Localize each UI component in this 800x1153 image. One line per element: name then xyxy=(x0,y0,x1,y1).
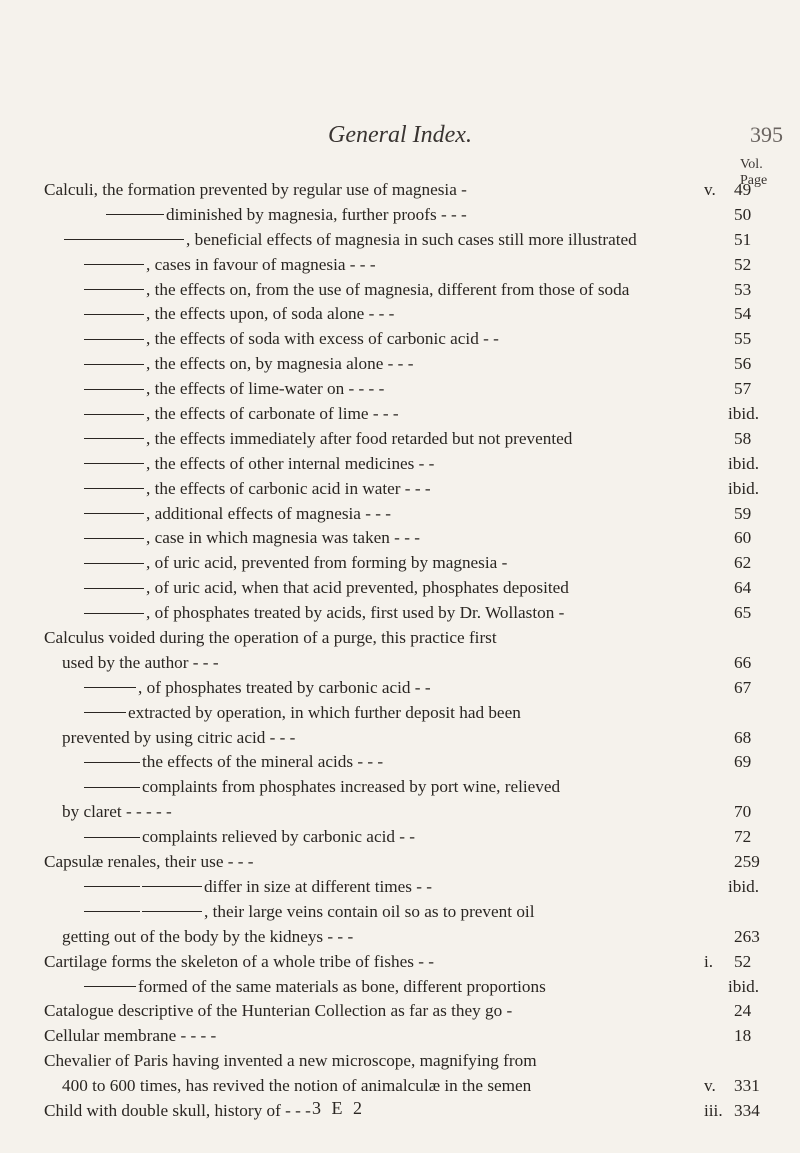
index-entry xyxy=(44,999,772,1024)
entry-label: 400 to 600 times, has revived the notion of animalculæ in the semen xyxy=(62,1076,532,1096)
entry-page: ibid. xyxy=(728,478,760,498)
ditto-rule xyxy=(84,762,140,763)
entry-label: Calculi, the formation prevented by regular use of magnesia - xyxy=(44,180,467,199)
ditto-rule xyxy=(84,837,140,838)
index-entry xyxy=(44,253,772,278)
index-entry xyxy=(44,427,772,452)
page-number: 395 xyxy=(750,122,783,147)
entry-text xyxy=(62,800,172,825)
index-entry xyxy=(44,875,772,900)
index-entry xyxy=(44,302,772,327)
entry-page: 54 xyxy=(734,304,752,324)
index-entry xyxy=(44,1099,772,1124)
entry-page: 72 xyxy=(734,827,752,847)
entry-page: 67 xyxy=(734,677,752,697)
entry-volume: v. xyxy=(704,1076,716,1096)
vol-heading: Vol. xyxy=(740,157,763,172)
index-entry xyxy=(44,502,772,527)
index-entry xyxy=(44,726,772,751)
ditto-rule xyxy=(84,438,144,439)
entry-text xyxy=(84,477,431,502)
entry-text xyxy=(44,1049,537,1074)
entry-label: Cartilage forms the skeleton of a whole tribe of fishes - - xyxy=(44,951,434,971)
entry-text xyxy=(84,526,420,551)
ditto-rule xyxy=(84,787,140,788)
ditto-rule xyxy=(84,588,144,589)
index-entry xyxy=(44,1024,772,1049)
entry-page: 334 xyxy=(734,1100,760,1120)
entry-page: 65 xyxy=(734,603,752,623)
entry-label: , of uric acid, prevented from forming by magnesia - xyxy=(146,553,508,573)
entry-page: 56 xyxy=(734,354,752,374)
index-entry xyxy=(44,825,772,850)
entry-label: , of phosphates treated by acids, first used by Dr. Wollaston - xyxy=(146,603,565,623)
entry-text xyxy=(84,775,560,800)
entry-volume: i. xyxy=(704,951,714,971)
entry-text xyxy=(44,626,497,651)
index-entry xyxy=(44,278,772,303)
ditto-rule xyxy=(84,911,140,912)
ditto-rule xyxy=(84,389,144,390)
entry-label: , cases in favour of magnesia - - - xyxy=(146,254,376,274)
entry-label: , the effects upon, of soda alone - - - xyxy=(146,304,395,324)
index-entry xyxy=(44,576,772,601)
entry-page: 24 xyxy=(734,1001,752,1021)
entry-text xyxy=(44,178,467,203)
ditto-rule xyxy=(84,513,144,514)
entry-label: , the effects on, from the use of magnesia, different from those of soda xyxy=(146,279,630,299)
entry-page: 50 xyxy=(734,204,752,224)
entry-label: formed of the same materials as bone, different proportions xyxy=(138,976,546,996)
entry-text xyxy=(84,253,376,278)
index-entry xyxy=(44,975,772,1000)
entry-label: complaints from phosphates increased by port wine, relieved xyxy=(142,777,561,797)
entry-page: 52 xyxy=(734,254,752,274)
entry-page: 53 xyxy=(734,279,752,299)
entry-label: , of uric acid, when that acid prevented, phosphates deposited xyxy=(146,578,569,598)
entry-text xyxy=(84,402,399,427)
index-entry xyxy=(44,676,772,701)
entry-page: 62 xyxy=(734,553,752,573)
index-entry xyxy=(44,925,772,950)
entry-label: Cellular membrane - - - - xyxy=(44,1026,217,1046)
index-entry xyxy=(44,701,772,726)
entry-label: differ in size at different times - - xyxy=(204,876,432,896)
entry-page: 68 xyxy=(734,727,752,747)
entry-label: prevented by using citric acid - - - xyxy=(62,727,296,747)
ditto-rule xyxy=(84,314,144,315)
entry-text xyxy=(44,1024,216,1049)
index-entry xyxy=(44,651,772,676)
entry-label: Chevalier of Paris having invented a new microscope, magnifying from xyxy=(44,1051,537,1071)
entry-volume: v. xyxy=(704,180,716,199)
entry-label: Child with double skull, history of - - - xyxy=(44,1100,311,1120)
entry-page: 263 xyxy=(734,926,760,946)
entry-label: , the effects of soda with excess of carbonic acid - - xyxy=(146,329,499,349)
index-entry xyxy=(44,800,772,825)
ditto-rule xyxy=(84,488,144,489)
ditto-rule xyxy=(84,364,144,365)
entry-text xyxy=(44,950,434,975)
entry-text xyxy=(44,1099,311,1124)
ditto-rule xyxy=(84,687,136,688)
entry-text xyxy=(62,726,295,751)
entry-text xyxy=(62,651,219,676)
entry-page: ibid. xyxy=(728,876,760,896)
entry-label: diminished by magnesia, further proofs - - - xyxy=(166,204,467,224)
entry-label: , case in which magnesia was taken - - - xyxy=(146,528,420,548)
entry-text xyxy=(84,327,499,352)
index-entry xyxy=(44,775,772,800)
entry-text xyxy=(84,900,534,925)
entry-label: , the effects of carbonate of lime - - - xyxy=(146,404,399,424)
page-heading: Page xyxy=(740,173,768,188)
ditto-rule xyxy=(84,339,144,340)
entry-page: 66 xyxy=(734,652,752,672)
page-header xyxy=(0,122,800,152)
ditto-rule xyxy=(84,613,144,614)
entry-text xyxy=(84,676,431,701)
entry-page: ibid. xyxy=(728,404,760,424)
ditto-rule xyxy=(106,214,164,215)
ditto-rule xyxy=(84,563,144,564)
ditto-rule xyxy=(142,911,202,912)
entry-label: extracted by operation, in which further deposit had been xyxy=(128,702,521,722)
index-entry xyxy=(44,352,772,377)
index-entry xyxy=(44,203,772,228)
entry-page: 52 xyxy=(734,951,752,971)
entry-text xyxy=(64,228,637,253)
entry-page: 49 xyxy=(734,180,752,199)
entry-text xyxy=(44,999,512,1024)
entry-text xyxy=(62,1074,531,1099)
entry-text xyxy=(84,377,384,402)
entry-label: used by the author - - - xyxy=(62,652,219,672)
entry-label: , additional effects of magnesia - - - xyxy=(146,503,391,523)
entry-label: by claret - - - - - xyxy=(62,802,172,822)
signature-mark: 3 E 2 xyxy=(312,1098,365,1118)
index-entry xyxy=(44,900,772,925)
index-entry xyxy=(44,228,772,253)
ditto-rule xyxy=(84,289,144,290)
entry-label: , the effects of carbonic acid in water - - - xyxy=(146,478,431,498)
entry-text xyxy=(84,352,413,377)
ditto-rule xyxy=(84,986,136,987)
index-entry xyxy=(44,1074,772,1099)
entry-page: 58 xyxy=(734,428,752,448)
entry-label: getting out of the body by the kidneys - - - xyxy=(62,926,354,946)
index-entry xyxy=(44,402,772,427)
entry-text xyxy=(84,576,569,601)
entry-text xyxy=(84,875,432,900)
entry-label: , the effects of lime-water on - - - - xyxy=(146,379,385,399)
ditto-rule xyxy=(84,463,144,464)
entry-text xyxy=(84,302,394,327)
index-entry xyxy=(44,1049,772,1074)
entry-page: 55 xyxy=(734,329,752,349)
ditto-rule xyxy=(84,712,126,713)
entry-page: 59 xyxy=(734,503,752,523)
index-entry xyxy=(44,327,772,352)
ditto-rule xyxy=(84,264,144,265)
index-entry xyxy=(44,850,772,875)
entry-page: 18 xyxy=(734,1026,752,1046)
entry-text xyxy=(84,601,564,626)
index-entry xyxy=(44,477,772,502)
index-entries xyxy=(44,178,772,1124)
entry-label: , the effects on, by magnesia alone - - - xyxy=(146,354,414,374)
entry-page: 64 xyxy=(734,578,752,598)
entry-text xyxy=(84,427,572,452)
entry-text xyxy=(84,502,391,527)
entry-page: ibid. xyxy=(728,453,760,473)
index-entry xyxy=(44,551,772,576)
ditto-rule xyxy=(142,886,202,887)
index-entry xyxy=(44,626,772,651)
entry-label: Capsulæ renales, their use - - - xyxy=(44,852,254,872)
entry-label: , the effects immediately after food retarded but not prevented xyxy=(146,428,573,448)
entry-label: , of phosphates treated by carbonic acid - - xyxy=(138,677,431,697)
entry-text xyxy=(84,975,546,1000)
entry-page: 70 xyxy=(734,802,752,822)
entry-label: complaints relieved by carbonic acid - - xyxy=(142,827,415,847)
index-entry xyxy=(44,601,772,626)
ditto-rule xyxy=(84,886,140,887)
entry-text xyxy=(44,850,254,875)
entry-label: , beneficial effects of magnesia in such cases still more illustrated xyxy=(186,229,637,249)
entry-label: Catalogue descriptive of the Hunterian Collection as far as they go - xyxy=(44,1001,513,1021)
entry-label: Calculus voided during the operation of a purge, this practice first xyxy=(44,628,497,648)
index-entry xyxy=(44,950,772,975)
entry-text xyxy=(84,278,629,303)
index-entry xyxy=(44,377,772,402)
entry-page: 51 xyxy=(734,229,752,249)
entry-label: the effects of the mineral acids - - - xyxy=(142,752,384,772)
running-title: General Index. xyxy=(328,122,472,148)
index-entry xyxy=(44,178,772,203)
entry-text xyxy=(84,452,434,477)
entry-volume: iii. xyxy=(704,1100,723,1120)
ditto-rule xyxy=(84,414,144,415)
entry-page: 60 xyxy=(734,528,752,548)
entry-text xyxy=(62,925,353,950)
entry-page: 69 xyxy=(734,752,752,772)
entry-page: 331 xyxy=(734,1076,760,1096)
ditto-rule xyxy=(64,239,184,240)
index-entry xyxy=(44,526,772,551)
entry-text xyxy=(84,825,415,850)
index-entry xyxy=(44,452,772,477)
entry-text xyxy=(106,203,467,228)
ditto-rule xyxy=(84,538,144,539)
entry-text xyxy=(84,750,383,775)
entry-text xyxy=(84,701,521,726)
entry-label: , their large veins contain oil so as to prevent oil xyxy=(204,901,535,921)
entry-text xyxy=(84,551,507,576)
index-entry xyxy=(44,750,772,775)
entry-page: ibid. xyxy=(728,976,760,996)
entry-page: 57 xyxy=(734,379,752,399)
entry-label: , the effects of other internal medicines - - xyxy=(146,453,435,473)
entry-page: 259 xyxy=(734,852,760,872)
